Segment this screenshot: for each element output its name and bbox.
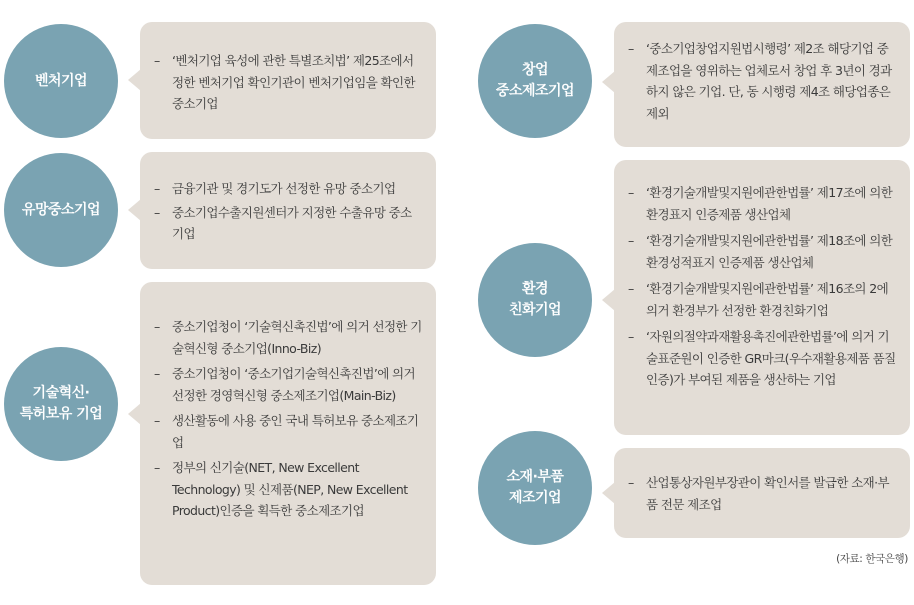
- description-item: – 생산활동에 사용 중인 국내 특허보유 중소제조기업: [154, 413, 419, 450]
- description-item: – 중소기업수출지원센터가 지정한 수출유망 중소기업: [154, 204, 412, 241]
- box-pointer: [602, 482, 615, 504]
- box-pointer: [128, 69, 141, 91]
- description-box-materials-parts: [614, 448, 910, 538]
- box-pointer: [128, 403, 141, 425]
- description-item: – ‘환경기술개발및지원에관한법률’ 제18조에 의한 환경성적표지 인증제품 생산업체: [628, 233, 893, 270]
- category-title: 유망중소기업: [21, 201, 101, 218]
- description-item: – ‘벤처기업 육성에 관한 특별조치법’ 제25조에서 정한 벤처기업 확인기관이 벤처기업임을 확인한 중소기업: [154, 53, 415, 111]
- description-item: – 정부의 신기술(NET, New Excellent Technology) 및 신제품(NEP, New Excellent Product)인증을 획득한 중소제조기업: [154, 460, 408, 518]
- description-item: – ‘중소기업창업지원법시행령’ 제2조 해당기업 중 제조업을 영위하는 업체로서 창업 후 3년이 경과하지 않은 기업. 단, 동 시행령 제4조 해당업종은 제외: [628, 41, 892, 121]
- description-item: – 금융기관 및 경기도가 선정한 유망 중소기업: [154, 181, 396, 196]
- description-box-promising-sme: [140, 152, 436, 269]
- source-note: (자료: 한국은행): [836, 553, 908, 565]
- description-item: – ‘환경기술개발및지원에관한법률’ 제17조에 의한 환경표지 인증제품 생산업체: [628, 185, 893, 222]
- description-item: – 산업통상자원부장관이 확인서를 발급한 소재·부품 전문 제조업: [628, 475, 889, 512]
- category-circle-promising-sme: [4, 153, 118, 267]
- category-title: 소재·부품 제조기업: [506, 469, 564, 506]
- category-title: 창업 중소제조기업: [495, 62, 575, 99]
- category-circle-eco-friendly: [478, 243, 592, 357]
- description-box-startup-manufacturer: [614, 22, 910, 147]
- description-box-venture: [140, 22, 436, 139]
- category-circle-venture: [4, 24, 118, 138]
- description-item: – 중소기업청이 ‘기술혁신촉진법’에 의거 선정한 기술혁신형 중소기업(Inno-Biz): [154, 319, 422, 356]
- description-item: – ‘자원의절약과재활용촉진에관한법률’에 의거 기술표준원이 인증한 GR마크(우수재활용제품 품질인증)가 부여된 제품을 생산하는 기업: [628, 329, 896, 387]
- description-item: – 중소기업청이 ‘중소기업기술혁신촉진법’에 의거 선정한 경영혁신형 중소제조기업(Main-Biz): [154, 366, 415, 403]
- category-title: 벤처기업: [34, 72, 88, 89]
- category-circle-tech-innovation: [4, 347, 118, 461]
- description-box-eco-friendly: [614, 160, 910, 435]
- box-pointer: [128, 199, 141, 221]
- category-circle-startup-manufacturer: [478, 24, 592, 138]
- box-pointer: [602, 289, 615, 311]
- description-item: – ‘환경기술개발및지원에관한법률’ 제16조의 2에 의거 환경부가 선정한 환경친화기업: [628, 281, 889, 318]
- description-box-tech-innovation: [140, 282, 436, 585]
- box-pointer: [602, 71, 615, 93]
- category-title: 기술혁신· 특허보유 기업: [19, 385, 103, 422]
- category-circle-materials-parts: [478, 431, 592, 545]
- category-title: 환경 친화기업: [508, 281, 562, 318]
